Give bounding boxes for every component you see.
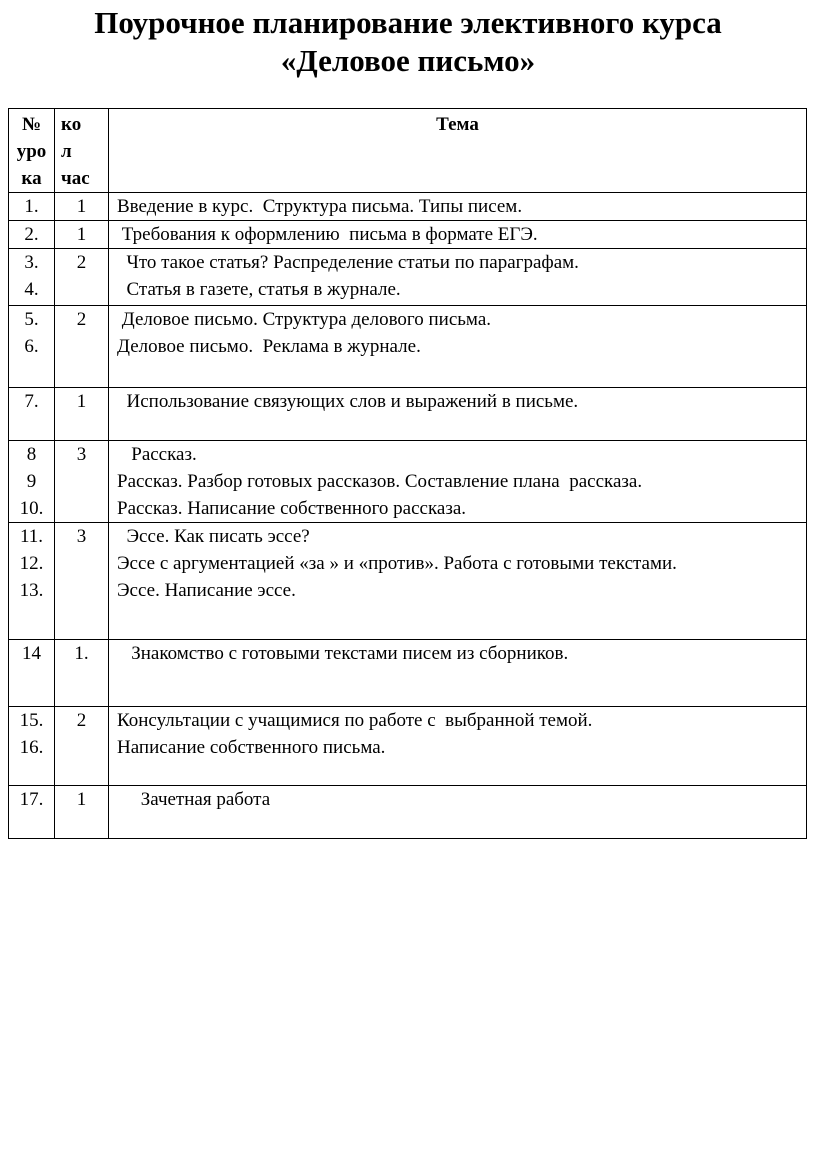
lesson-number-cell: 15. 16. [9,707,55,786]
topic-cell: Зачетная работа [109,786,807,839]
topic-cell: Знакомство с готовыми текстами писем из сборников. [109,640,807,707]
topic-cell: Эссе. Как писать эссе? Эссе с аргументацией «за » и «против». Работа с готовыми текстами. Эссе. Написание эссе. [109,523,807,640]
title-line-2: «Деловое письмо» [280,43,536,78]
lesson-number-cell: 11. 12. 13. [9,523,55,640]
table-header-row [9,109,807,193]
table-row [9,388,807,441]
header-hours: ко л час [55,109,109,193]
table-row [9,306,807,388]
title-line-1: Поурочное планирование элективного курса [94,5,722,40]
header-lesson-number: № уро ка [9,109,55,193]
hours-cell: 2 [55,249,109,306]
topic-cell: Введение в курс. Структура письма. Типы писем. [109,193,807,221]
lesson-plan-table [8,108,807,839]
lesson-number-cell: 2. [9,221,55,249]
hours-cell: 1. [55,640,109,707]
topic-cell: Что такое статья? Распределение статьи по параграфам. Статья в газете, статья в журнале. [109,249,807,306]
table-row [9,707,807,786]
topic-cell: Консультации с учащимися по работе с выбранной темой. Написание собственного письма. [109,707,807,786]
hours-cell: 1 [55,221,109,249]
hours-cell: 1 [55,193,109,221]
hours-cell: 1 [55,786,109,839]
topic-cell: Требования к оформлению письма в формате ЕГЭ. [109,221,807,249]
lesson-number-cell: 5. 6. [9,306,55,388]
hours-cell: 3 [55,441,109,523]
hours-cell: 2 [55,707,109,786]
lesson-number-cell: 14 [9,640,55,707]
hours-cell: 1 [55,388,109,441]
topic-cell: Использование связующих слов и выражений в письме. [109,388,807,441]
hours-cell: 2 [55,306,109,388]
page-title [0,4,816,80]
table-row [9,249,807,306]
lesson-number-cell: 7. [9,388,55,441]
topic-cell: Рассказ. Рассказ. Разбор готовых рассказов. Составление плана рассказа. Рассказ. Написание собственного рассказа. [109,441,807,523]
table-row [9,193,807,221]
lesson-number-cell: 3. 4. [9,249,55,306]
hours-cell: 3 [55,523,109,640]
lesson-number-cell: 8 9 10. [9,441,55,523]
table-row [9,221,807,249]
table-row [9,786,807,839]
table-row [9,523,807,640]
lesson-number-cell: 1. [9,193,55,221]
lesson-number-cell: 17. [9,786,55,839]
table-row [9,640,807,707]
topic-cell: Деловое письмо. Структура делового письма. Деловое письмо. Реклама в журнале. [109,306,807,388]
header-topic: Тема [109,109,807,193]
table-row [9,441,807,523]
